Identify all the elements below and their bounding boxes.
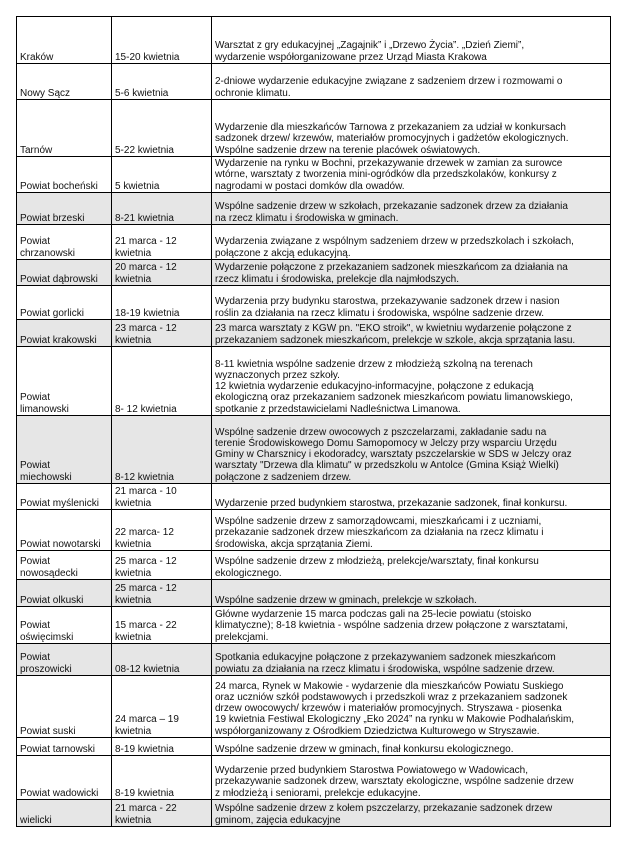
date-text: 8-19 kwietnia — [115, 787, 174, 799]
table-row — [17, 260, 611, 286]
description-text: wydarzenie współorganizowane przez Urząd Miasta Krakowa — [215, 51, 487, 63]
description-text: 8-11 kwietnia wspólne sadzenie drzew z młodzieżą szkolną na terenach — [215, 358, 533, 370]
region-text: Powiat — [20, 392, 51, 404]
date-cell — [112, 260, 212, 286]
description-text: 12 kwietnia wydarzenie edukacyjno-informacyjne, połączone z edukacją — [215, 381, 534, 393]
description-text: Wspólne sadzenie drzew na terenie placówek oświatowych. — [215, 144, 481, 156]
region-text: Powiat bocheński — [20, 180, 98, 192]
region-text: Powiat tarnowski — [20, 743, 96, 755]
region-text: miechowski — [20, 471, 72, 483]
description-text: spotkanie z przedstawicielami Nadleśnictwa Limanowa. — [215, 403, 461, 415]
description-text: wtórne, warsztaty z tworzenia mini-ogródków dla przedszkolaków, konkursy z — [215, 169, 557, 181]
date-text: 21 marca - 10 — [115, 486, 177, 498]
date-cell — [112, 157, 212, 193]
description-text: wyznaczonych przez szkoły. — [215, 369, 340, 381]
region-text: Powiat — [20, 556, 51, 568]
description-text: na rzecz klimatu i środowiska w gminach. — [215, 212, 399, 224]
description-cell — [212, 756, 611, 800]
date-cell — [112, 800, 212, 827]
region-text: Powiat — [20, 620, 51, 632]
description-cell — [212, 800, 611, 827]
description-cell — [212, 286, 611, 320]
description-cell — [212, 607, 611, 644]
description-text: współorganizowany z Ośrodkiem Dziedzictwa Kulturowego w Stryszawie. — [215, 725, 540, 737]
description-text: 24 marca, Rynek w Makowie - wydarzenie dla mieszkańców Powiatu Suskiego — [215, 680, 564, 692]
description-text: połączone z sadzeniem drzew. — [215, 471, 352, 483]
description-cell — [212, 510, 611, 551]
region-cell — [17, 416, 112, 484]
region-text: Powiat — [20, 652, 51, 664]
date-cell — [112, 64, 212, 100]
date-text: kwietnia — [115, 247, 152, 259]
region-text: Powiat krakowski — [20, 334, 97, 346]
date-cell — [112, 551, 212, 580]
table-row — [17, 320, 611, 347]
description-text: przekazanie sadzonek drzew mieszkańcom za działania na rzecz klimatu i — [215, 527, 544, 539]
region-cell — [17, 157, 112, 193]
date-text: kwietnia — [115, 538, 152, 550]
table-row — [17, 347, 611, 416]
description-cell — [212, 100, 611, 157]
description-text: Wspólne sadzenie drzew z samorządowcami, mieszkańcami i z uczniami, — [215, 516, 542, 528]
description-text: Wydarzenie przed budynkiem starostwa, przekazanie sadzonek, finał konkursu. — [215, 497, 568, 509]
region-cell — [17, 510, 112, 551]
description-cell — [212, 676, 611, 738]
description-text: gminom, zajęcia edukacyjne — [215, 814, 341, 826]
description-text: Główne wydarzenie 15 marca podczas gali na 25-lecie powiatu (stoisko — [215, 609, 532, 621]
region-text: Powiat myślenicki — [20, 497, 99, 509]
description-text: przekazaniem sadzonek mieszkańcom, prelekcje w szkole, akcja sprzątania lasu. — [215, 334, 576, 346]
region-text: proszowicki — [20, 663, 72, 675]
region-cell — [17, 607, 112, 644]
description-cell — [212, 225, 611, 260]
table-row — [17, 800, 611, 827]
date-text: kwietnia — [115, 814, 152, 826]
description-text: klimatyczne); 8-18 kwietnia - wspólne sadzenia drzew połączone z warsztatami, — [215, 620, 568, 632]
description-text: 23 marca warsztaty z KGW pn. "EKO stroik", w kwietniu wydarzenie połączone z — [215, 323, 572, 335]
description-text: Wspólne sadzenie drzew w szkołach, przekazanie sadzonek drzew za działania — [215, 201, 568, 213]
description-text: Wydarzenia przy budynku starostwa, przekazywanie sadzonek drzew i nasion — [215, 296, 560, 308]
date-text: kwietnia — [115, 497, 152, 509]
description-text: 2-dniowe wydarzenie edukacyjne związane z sadzeniem drzew i rozmowami o — [215, 76, 563, 88]
table-row — [17, 551, 611, 580]
description-text: Gminy w Charsznicy i ekodoradcy, warsztaty pszczelarskie w SDS w Jelczy oraz — [215, 449, 572, 461]
table-row — [17, 738, 611, 756]
date-cell — [112, 286, 212, 320]
description-text: Wspólne sadzenie drzew owocowych z pszczelarzami, zakładanie sadu na — [215, 426, 547, 438]
date-text: 18-19 kwietnia — [115, 307, 180, 319]
date-cell — [112, 676, 212, 738]
events-table-body — [17, 17, 611, 827]
table-row — [17, 756, 611, 800]
date-text: 8- 12 kwietnia — [115, 403, 177, 415]
region-text: chrzanowski — [20, 247, 76, 259]
date-text: 5 kwietnia — [115, 180, 160, 192]
description-text: rzecz klimatu i środowiska, prelekcje dla najmłodszych. — [215, 273, 459, 285]
region-cell — [17, 347, 112, 416]
region-cell — [17, 756, 112, 800]
table-row — [17, 484, 611, 510]
table-row — [17, 193, 611, 225]
description-cell — [212, 320, 611, 347]
date-cell — [112, 580, 212, 607]
date-cell — [112, 756, 212, 800]
date-cell — [112, 644, 212, 676]
region-text: nowosądecki — [20, 567, 78, 579]
date-text: 15 marca - 22 — [115, 620, 177, 632]
description-cell — [212, 484, 611, 510]
description-text: ekologicznego. — [215, 567, 282, 579]
description-cell — [212, 17, 611, 64]
date-cell — [112, 320, 212, 347]
description-cell — [212, 416, 611, 484]
date-cell — [112, 225, 212, 260]
description-text: Wspólne sadzenie drzew w gminach, finał konkursu ekologicznego. — [215, 743, 514, 755]
description-text: ochronie klimatu. — [215, 87, 291, 99]
date-cell — [112, 193, 212, 225]
region-cell — [17, 800, 112, 827]
table-row — [17, 100, 611, 157]
region-text: Nowy Sącz — [20, 87, 71, 99]
description-text: prelekcjami. — [215, 631, 269, 643]
region-text: Kraków — [20, 51, 54, 63]
description-text: nagrodami w postaci domków dla owadów. — [215, 180, 405, 192]
region-text: Powiat — [20, 236, 51, 248]
description-text: Wspólne sadzenie drzew z młodzieżą, prelekcje/warsztaty, finał konkursu — [215, 556, 539, 568]
description-text: przekazywanie sadzonek drzew, warsztaty ekologiczne, wspólne sadzenie drzew — [215, 776, 574, 788]
description-text: Spotkania edukacyjne połączone z przekazywaniem sadzonek mieszkańcom — [215, 652, 556, 664]
description-cell — [212, 347, 611, 416]
table-row — [17, 580, 611, 607]
description-text: Wspólne sadzenie drzew z kołem pszczelarzy, przekazanie sadzonek drzew — [215, 803, 553, 815]
date-cell — [112, 607, 212, 644]
date-text: 21 marca - 22 — [115, 803, 177, 815]
region-cell — [17, 100, 112, 157]
region-cell — [17, 225, 112, 260]
region-cell — [17, 484, 112, 510]
date-text: kwietnia — [115, 567, 152, 579]
description-text: warsztaty "Drzewa dla klimatu" w przedszkolu w Antolce (Gmina Książ Wielki) — [215, 460, 559, 472]
date-cell — [112, 17, 212, 64]
description-text: terenie Środowiskowego Domu Samopomocy w Jelczy przy wsparciu Urzędu — [215, 437, 557, 449]
table-row — [17, 644, 611, 676]
date-text: 25 marca - 12 — [115, 556, 177, 568]
description-text: 19 kwietnia Festiwal Ekologiczny „Eko 2024” na rynku w Makowie Podhalańskim, — [215, 714, 575, 726]
region-cell — [17, 738, 112, 756]
description-text: Wydarzenie połączone z przekazaniem sadzonek mieszkańcom za działania na — [215, 262, 568, 274]
region-text: Powiat wadowicki — [20, 787, 99, 799]
date-text: 22 marca- 12 — [115, 527, 174, 539]
date-text: kwietnia — [115, 594, 152, 606]
date-text: 23 marca - 12 — [115, 323, 177, 335]
table-row — [17, 64, 611, 100]
date-text: 24 marca – 19 — [115, 714, 179, 726]
date-text: 20 marca - 12 — [115, 262, 177, 274]
date-text: kwietnia — [115, 725, 152, 737]
date-text: kwietnia — [115, 273, 152, 285]
date-cell — [112, 738, 212, 756]
table-row — [17, 607, 611, 644]
region-text: Tarnów — [20, 144, 53, 156]
description-text: ekologiczną oraz przekazaniem sadzonek mieszkańcom powiatu limanowskiego, — [215, 392, 573, 404]
region-text: limanowski — [20, 403, 69, 415]
description-text: środowiska, akcja sprzątania Ziemi. — [215, 538, 373, 550]
description-text: połączone z akcją edukacyjną. — [215, 247, 351, 259]
region-cell — [17, 676, 112, 738]
region-text: Powiat nowotarski — [20, 538, 101, 550]
description-cell — [212, 260, 611, 286]
region-cell — [17, 260, 112, 286]
description-text: powiatu za działania na rzecz klimatu i środowiska, wspólne sadzenie drzew. — [215, 663, 555, 675]
description-text: Wydarzenie przed budynkiem Starostwa Powiatowego w Wadowicach, — [215, 765, 529, 777]
region-text: wielicki — [20, 814, 52, 826]
description-text: sadzonek drzew/ krzewów, materiałów promocyjnych i gadżetów ekologicznych. — [215, 133, 569, 145]
date-cell — [112, 100, 212, 157]
date-text: 15-20 kwietnia — [115, 51, 180, 63]
table-row — [17, 510, 611, 551]
description-text: Wydarzenie dla mieszkańców Tarnowa z przekazaniem za udział w konkursach — [215, 122, 566, 134]
date-text: 5-6 kwietnia — [115, 87, 169, 99]
region-cell — [17, 580, 112, 607]
date-cell — [112, 416, 212, 484]
date-text: kwietnia — [115, 631, 152, 643]
description-cell — [212, 644, 611, 676]
description-text: drzew owocowych/ krzewów i materiałów promocyjnych. Stryszawa - piosenka — [215, 703, 562, 715]
region-cell — [17, 286, 112, 320]
date-text: 8-12 kwietnia — [115, 471, 174, 483]
region-text: Powiat olkuski — [20, 594, 84, 606]
table-row — [17, 157, 611, 193]
region-cell — [17, 17, 112, 64]
description-text: oraz uczniów szkół podstawowych i przedszkoli wraz z przekazaniem sadzonek — [215, 691, 568, 703]
description-cell — [212, 738, 611, 756]
description-cell — [212, 157, 611, 193]
region-text: Powiat — [20, 460, 51, 472]
region-cell — [17, 64, 112, 100]
region-cell — [17, 193, 112, 225]
date-text: 5-22 kwietnia — [115, 144, 174, 156]
description-cell — [212, 64, 611, 100]
description-cell — [212, 580, 611, 607]
region-text: Powiat gorlicki — [20, 307, 84, 319]
description-text: Warsztat z gry edukacyjnej „Zagajnik” i „Drzewo Życia”. „Dzień Ziemi”, — [215, 40, 525, 52]
events-table — [16, 16, 611, 827]
description-text: z młodzieżą i seniorami, prelekcje edukacyjne. — [215, 787, 421, 799]
date-cell — [112, 484, 212, 510]
date-cell — [112, 510, 212, 551]
description-cell — [212, 193, 611, 225]
date-text: 21 marca - 12 — [115, 236, 177, 248]
table-row — [17, 225, 611, 260]
date-text: kwietnia — [115, 334, 152, 346]
description-text: Wydarzenia związane z wspólnym sadzeniem drzew w przedszkolach i szkołach, — [215, 236, 574, 248]
date-text: 08-12 kwietnia — [115, 663, 180, 675]
date-text: 8-19 kwietnia — [115, 743, 174, 755]
date-text: 8-21 kwietnia — [115, 212, 174, 224]
region-text: oświęcimski — [20, 631, 74, 643]
region-cell — [17, 644, 112, 676]
region-text: Powiat dąbrowski — [20, 273, 98, 285]
region-cell — [17, 551, 112, 580]
description-text: Wydarzenie na rynku w Bochni, przekazywanie drzewek w zamian za surowce — [215, 158, 563, 170]
table-row — [17, 416, 611, 484]
date-text: 25 marca - 12 — [115, 583, 177, 595]
description-text: roślin za działania na rzecz klimatu i środowiska, wspólne sadzenie drzew. — [215, 307, 545, 319]
table-row — [17, 17, 611, 64]
table-row — [17, 286, 611, 320]
date-cell — [112, 347, 212, 416]
region-text: Powiat brzeski — [20, 212, 85, 224]
description-cell — [212, 551, 611, 580]
region-text: Powiat suski — [20, 725, 76, 737]
region-cell — [17, 320, 112, 347]
table-row — [17, 676, 611, 738]
description-text: Wspólne sadzenie drzew w gminach, prelekcje w szkołach. — [215, 594, 477, 606]
